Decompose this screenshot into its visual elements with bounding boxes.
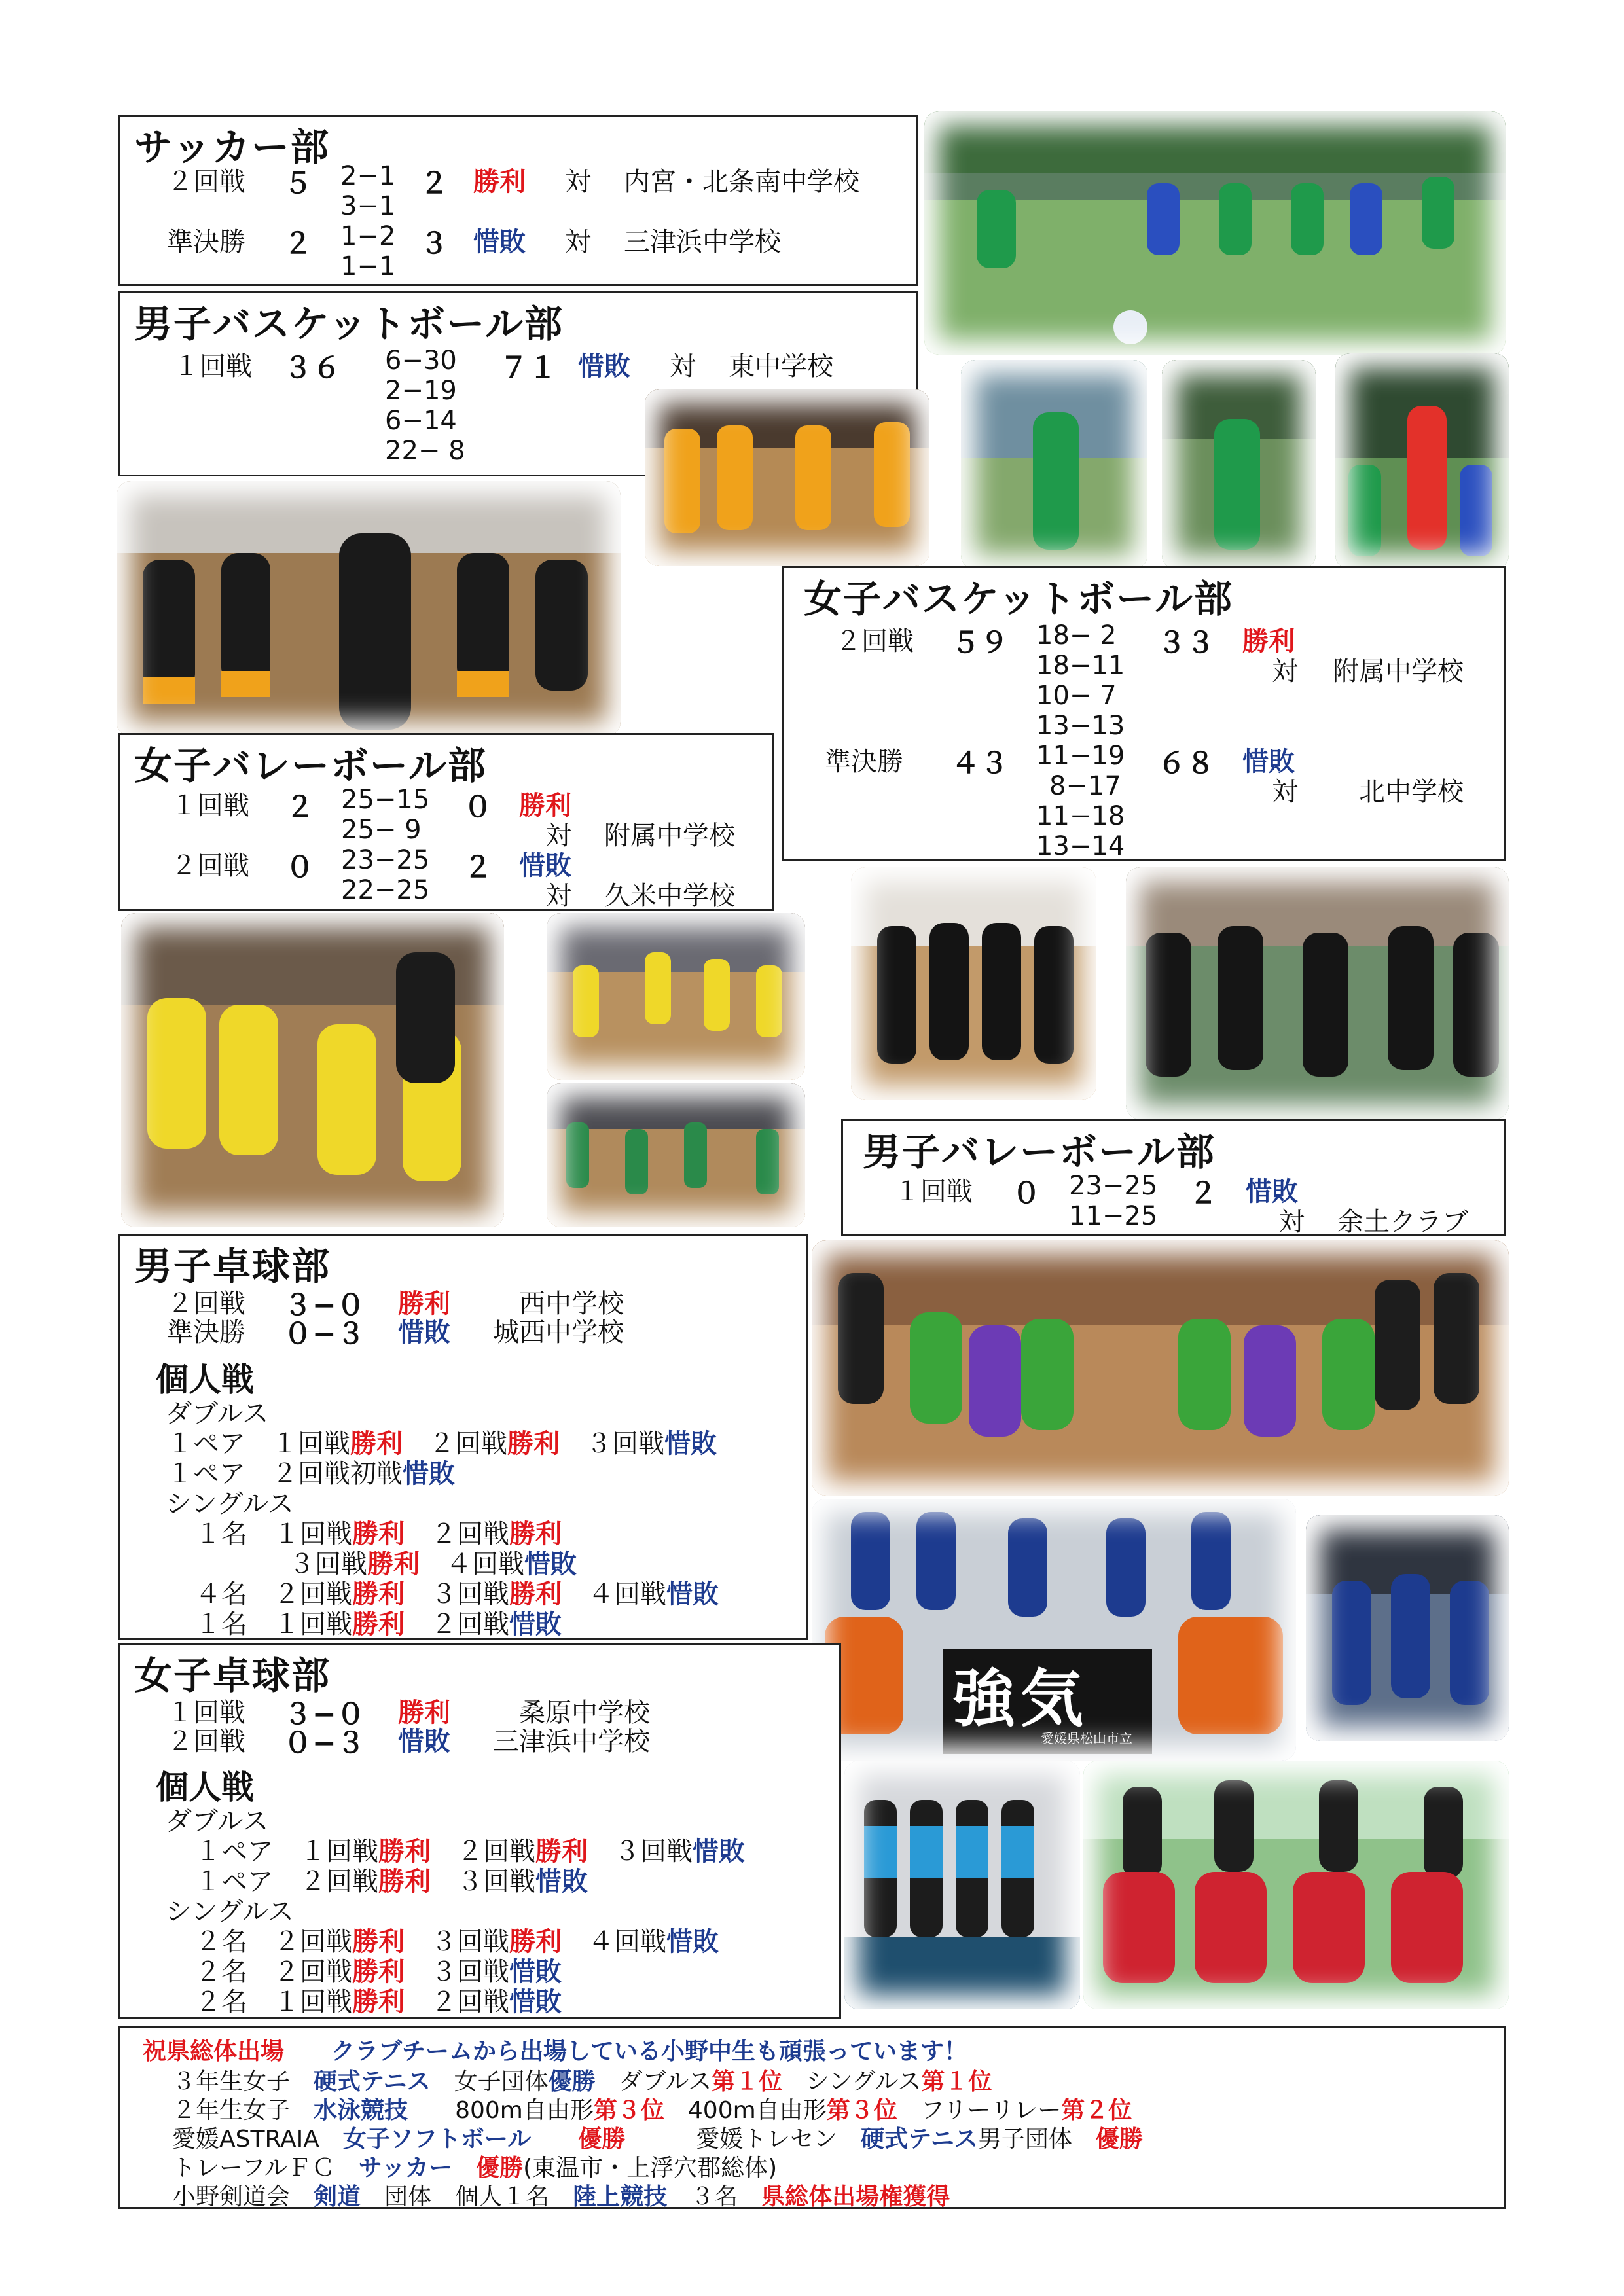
result-lose: 惜敗 [473, 227, 526, 257]
quarter-score: 22− 8 [385, 436, 465, 466]
individual-heading: 個人戦 [156, 1768, 254, 1806]
doubles-row: １ペア １回戦勝利 ２回戦勝利 ３回戦惜敗 [167, 1429, 717, 1459]
match-score: ３−０ [283, 1289, 365, 1322]
round-label: １回戦 [894, 1177, 973, 1207]
result-lose: 惜敗 [519, 851, 571, 881]
result-win: 勝利 [519, 791, 571, 821]
boys-basketball-huddle-photo [117, 481, 621, 736]
quarter-score: 13−14 [1036, 831, 1125, 861]
round-label: ２回戦 [171, 851, 249, 881]
round-label: １回戦 [171, 791, 249, 821]
table-tennis-match-photo [1306, 1515, 1509, 1741]
half-score: 3−1 [340, 191, 396, 221]
girls-basketball-team-photo-2 [1126, 867, 1509, 1119]
section-title: 男子卓球部 [134, 1244, 331, 1289]
quarter-score: 10− 7 [1036, 681, 1117, 711]
soccer-throw-photo-2 [1162, 360, 1316, 569]
section-title: 男子バスケットボール部 [134, 302, 564, 346]
boys-table-tennis-group-photo [812, 1240, 1509, 1496]
opponent: 三津浜中学校 [493, 1727, 650, 1757]
score: ０ [1012, 1177, 1041, 1210]
soccer-throw-photo-1 [961, 360, 1147, 569]
boys-table-tennis-section [118, 1234, 808, 1640]
match-score: ０−３ [283, 1318, 365, 1351]
doubles-label: ダブルス [166, 1399, 269, 1429]
section-title: 女子バスケットボール部 [804, 577, 1233, 621]
opp-score: ７１ [499, 351, 557, 385]
soccer-photo [924, 111, 1506, 355]
quarter-score: 11−18 [1036, 801, 1125, 831]
set-score: 23−25 [341, 845, 430, 875]
footer-line: 愛媛ASTRAIA 女子ソフトボール 優勝 愛媛トレセン 硬式テニス男子団体 優勝 [172, 2126, 1143, 2153]
prefectural-meet-box [118, 2026, 1506, 2209]
quarter-score: 18− 2 [1036, 620, 1117, 651]
result-lose: 惜敗 [1246, 1177, 1298, 1207]
result-win: 勝利 [473, 167, 526, 197]
round-label: 準決勝 [167, 227, 245, 257]
girls-basketball-team-photo-1 [851, 867, 1096, 1100]
result-lose: 惜敗 [398, 1318, 450, 1348]
quarter-score: 2−19 [385, 376, 457, 406]
round-label: １回戦 [173, 351, 252, 382]
round-label: 準決勝 [825, 747, 903, 777]
team-banner-photo [812, 1499, 1296, 1761]
opponent: 西中学校 [519, 1289, 624, 1319]
half-score: 1−2 [340, 221, 396, 251]
boys-volleyball-game-photo [547, 1083, 805, 1227]
section-title: サッカー部 [134, 125, 330, 170]
vs-label: 対 [1272, 777, 1298, 807]
girls-table-tennis-group-photo [1083, 1761, 1509, 2009]
vs-label: 対 [1272, 656, 1298, 687]
banner-text: 強気 [952, 1662, 1089, 1736]
goalkeeper-photo [1335, 353, 1509, 569]
singles-row: ４名 ２回戦勝利 ３回戦勝利 ４回戦惜敗 [195, 1579, 719, 1609]
girls-volleyball-game-photo-1 [547, 913, 805, 1080]
individual-heading: 個人戦 [156, 1361, 254, 1399]
banner-subtext: 愛媛県松山市立 [1041, 1731, 1132, 1746]
opponent: 余土クラブ [1337, 1207, 1468, 1237]
match-score: ０−３ [283, 1727, 365, 1760]
vs-label: 対 [545, 821, 571, 851]
score: ２ [283, 227, 312, 260]
singles-row: ２名 ２回戦勝利 ３回戦勝利 ４回戦惜敗 [195, 1927, 719, 1957]
opp-score: ２ [1189, 1177, 1218, 1210]
doubles-row: １ペア ２回戦勝利 ３回戦惜敗 [195, 1867, 588, 1897]
round-label: １回戦 [167, 1698, 245, 1728]
quarter-score: 11−19 [1036, 741, 1125, 771]
opponent: 北中学校 [1359, 777, 1464, 807]
singles-row: １名 １回戦勝利 ２回戦勝利 [195, 1519, 562, 1549]
opponent: 久米中学校 [604, 881, 735, 911]
opponent: 三津浜中学校 [624, 227, 781, 257]
set-score: 11−25 [1069, 1201, 1158, 1231]
doubles-label: ダブルス [166, 1806, 269, 1837]
set-score: 23−25 [1069, 1171, 1158, 1201]
opponent: 附属中学校 [604, 821, 735, 851]
score: ４３ [951, 747, 1009, 780]
singles-row: ２名 ２回戦勝利 ３回戦惜敗 [195, 1957, 562, 1987]
score: ５ [283, 167, 312, 200]
score: ３６ [283, 351, 341, 385]
footer-heading: 祝県総体出場 クラブチームから出場している小野中生も頑張っています！ [143, 2038, 968, 2065]
opp-score: ３ [420, 227, 448, 260]
quarter-score: 18−11 [1036, 651, 1125, 681]
girls-table-tennis-section [118, 1643, 841, 2019]
doubles-row: １ペア １回戦勝利 ２回戦勝利 ３回戦惜敗 [195, 1837, 745, 1867]
singles-row: ３回戦勝利 ４回戦惜敗 [289, 1549, 577, 1579]
footer-line: 小野剣道会 剣道 団体 個人１名 陸上競技 ３名 県総体出場権獲得 [172, 2183, 950, 2210]
quarter-score: 13−13 [1036, 711, 1125, 741]
section-title: 女子卓球部 [134, 1653, 331, 1698]
score: ２ [285, 791, 314, 824]
opp-score: ２ [420, 167, 448, 200]
result-win: 勝利 [398, 1289, 450, 1319]
score: ５９ [951, 626, 1009, 660]
vs-label: 対 [565, 227, 591, 257]
half-score: 2−1 [340, 161, 396, 191]
opponent: 東中学校 [729, 351, 833, 382]
score: ０ [285, 851, 314, 884]
set-score: 25−15 [341, 785, 430, 815]
footer-line: ２年生女子 水泳競技 800m自由形第３位 400m自由形第３位 フリーリレー第２位 [172, 2097, 1132, 2124]
footer-line: トレーフルＦＣ サッカー 優勝(東温市・上浮穴郡総体) [172, 2155, 778, 2181]
singles-row: １名 １回戦勝利 ２回戦惜敗 [195, 1609, 562, 1640]
opponent: 桑原中学校 [519, 1698, 650, 1728]
result-win: 勝利 [1242, 626, 1295, 656]
vs-label: 対 [670, 351, 696, 382]
opp-score: ２ [463, 851, 492, 884]
footer-line: ３年生女子 硬式テニス 女子団体優勝 ダブルス第１位 シングルス第１位 [172, 2068, 992, 2095]
doubles-row: １ペア ２回戦初戦惜敗 [167, 1459, 455, 1489]
opponent: 附属中学校 [1333, 656, 1464, 687]
result-lose: 惜敗 [578, 351, 630, 382]
singles-label: シングルス [166, 1489, 294, 1519]
opponent: 城西中学校 [493, 1318, 624, 1348]
round-label: 準決勝 [167, 1318, 245, 1348]
result-win: 勝利 [398, 1698, 450, 1728]
singles-label: シングルス [166, 1897, 294, 1927]
opp-score: ６８ [1157, 747, 1215, 780]
quarter-score: 6−14 [385, 406, 457, 436]
round-label: ２回戦 [167, 1727, 245, 1757]
round-label: ２回戦 [167, 167, 245, 197]
girls-volleyball-section [118, 733, 774, 911]
quarter-score: 6−30 [385, 346, 457, 376]
set-score: 22−25 [341, 875, 430, 905]
quarter-score: 8−17 [1049, 771, 1121, 801]
vs-label: 対 [545, 881, 571, 911]
round-label: ２回戦 [167, 1289, 245, 1319]
soccer-section [118, 115, 918, 286]
vs-label: 対 [1278, 1207, 1305, 1237]
match-score: ３−０ [283, 1698, 365, 1731]
opp-score: ３３ [1157, 626, 1215, 660]
girls-basketball-section [782, 566, 1506, 861]
basketball-team-photo [645, 389, 929, 566]
boys-volleyball-section [841, 1119, 1506, 1236]
section-title: 男子バレーボール部 [863, 1130, 1216, 1174]
set-score: 25− 9 [341, 815, 422, 845]
vs-label: 対 [565, 167, 591, 197]
half-score: 1−1 [340, 251, 396, 281]
section-title: 女子バレーボール部 [134, 744, 487, 788]
opp-score: ０ [463, 791, 492, 824]
round-label: ２回戦 [835, 626, 914, 656]
opponent: 内宮・北条南中学校 [624, 167, 859, 197]
result-lose: 惜敗 [1242, 747, 1295, 777]
girls-table-tennis-line-photo [844, 1761, 1080, 2009]
girls-volleyball-huddle-photo [121, 913, 504, 1227]
singles-row: ２名 １回戦勝利 ２回戦惜敗 [195, 1987, 562, 2017]
result-lose: 惜敗 [398, 1727, 450, 1757]
